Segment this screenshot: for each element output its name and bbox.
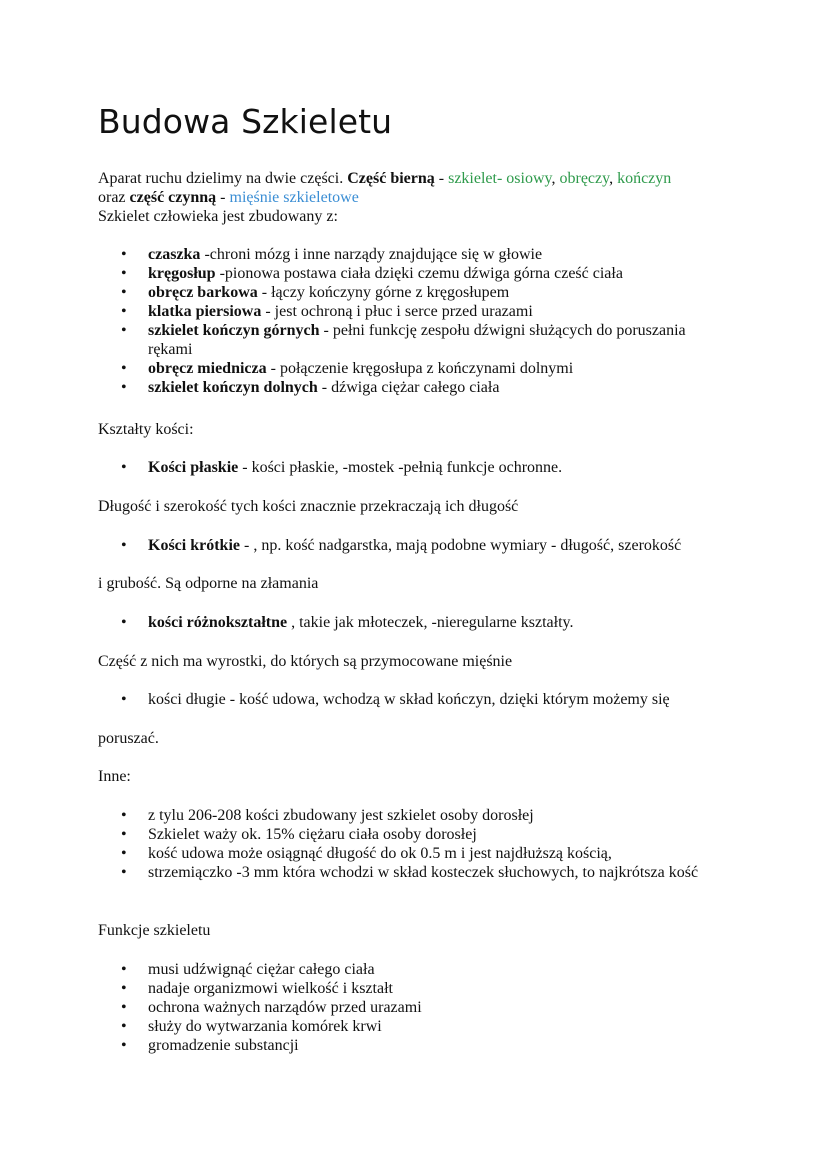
item-text: strzemiączko -3 mm która wchodzi w skład kosteczek słuchowych, to najkrótsza kość	[148, 864, 699, 881]
item-text: Szkielet waży ok. 15% ciężaru ciała osoby dorosłej	[148, 826, 477, 843]
item-term: obręcz barkowa	[148, 284, 258, 301]
item-desc: , takie jak młoteczek, -nieregularne kształty.	[287, 614, 574, 631]
comma: ,	[609, 170, 618, 187]
intro-dash: -	[216, 189, 230, 206]
item-text: służy do wytwarzania komórek krwi	[148, 1018, 382, 1035]
bullet-icon: •	[121, 691, 127, 708]
bullet-icon: •	[121, 303, 127, 320]
item-text	[148, 458, 562, 477]
term-dash: -	[496, 170, 507, 187]
item-text: -pionowa postawa ciała dzięki czemu dźwiga górna cześć ciała	[215, 265, 623, 282]
bullet-icon: •	[121, 845, 127, 862]
bullet-icon: •	[121, 1018, 127, 1035]
item-text-continued: rękami	[148, 341, 193, 358]
term-szkielet: szkielet	[448, 170, 497, 187]
bullet-icon: •	[121, 459, 127, 476]
bullet-icon: •	[121, 826, 127, 843]
term-obreczy: obręczy	[559, 170, 610, 187]
comma: ,	[551, 170, 560, 187]
other-list	[98, 806, 828, 882]
item-term: szkielet kończyn górnych	[148, 322, 320, 339]
list-item	[98, 863, 828, 882]
item-term: Kości płaskie	[148, 459, 239, 476]
shapes-heading: Kształty kości:	[98, 421, 194, 438]
item-text: ochrona ważnych narządów przed urazami	[148, 999, 422, 1016]
item-text: kości długie - kość udowa, wchodzą w skład kończyn, dzięki którym możemy się	[148, 691, 670, 708]
bullet-icon: •	[121, 537, 127, 554]
bullet-icon: •	[121, 246, 127, 263]
term-osiowy: osiowy	[506, 170, 552, 187]
item-text: kość udowa może osiągnąć długość do ok 0.5 m i jest najdłuższą kością,	[148, 845, 612, 862]
intro-line-3: Szkielet człowieka jest zbudowany z:	[98, 208, 338, 225]
bullet-icon: •	[121, 864, 127, 881]
intro-dash: -	[434, 170, 449, 187]
item-text: - jest ochroną i płuc i serce przed urazami	[261, 303, 533, 320]
item-text: - dźwiga ciężar całego ciała	[317, 379, 500, 396]
bullet-icon: •	[121, 961, 127, 978]
bullet-icon: •	[121, 999, 127, 1016]
item-desc: - , np. kość nadgarstka, mają podobne wymiary - długość, szerokość	[240, 537, 682, 554]
list-item	[98, 302, 828, 321]
long-bones-note: poruszać.	[98, 730, 159, 747]
list-item	[98, 960, 828, 979]
list-item	[98, 245, 828, 264]
item-term: czaszka	[148, 246, 201, 263]
bullet-icon: •	[121, 360, 127, 377]
list-item	[98, 359, 828, 378]
list-item	[98, 844, 828, 863]
list-item	[98, 979, 828, 998]
list-item	[98, 1017, 828, 1036]
bullet-icon: •	[121, 980, 127, 997]
short-bones-note: i grubość. Są odporne na złamania	[98, 575, 319, 592]
intro-paragraph	[98, 169, 738, 226]
item-term: kręgosłup	[148, 265, 216, 282]
item-text: nadaje organizmowi wielkość i kształt	[148, 980, 393, 997]
list-item	[98, 264, 828, 283]
item-term: obręcz miednicza	[148, 360, 267, 377]
item-text: z tylu 206-208 kości zbudowany jest szkielet osoby dorosłej	[148, 807, 534, 824]
item-term: szkielet kończyn dolnych	[148, 379, 318, 396]
active-part-label: część czynną	[129, 189, 217, 206]
intro-line-2	[98, 188, 738, 207]
list-item	[98, 378, 828, 397]
intro-oraz: oraz	[98, 189, 130, 206]
bullet-icon: •	[121, 322, 127, 339]
item-text: - połączenie kręgosłupa z kończynami dolnymi	[266, 360, 574, 377]
page-title: Budowa Szkieletu	[98, 102, 393, 141]
item-text	[148, 536, 681, 555]
list-item	[98, 806, 828, 825]
flat-bones-note: Długość i szerokość tych kości znacznie przekraczają ich długość	[98, 498, 519, 515]
item-text: gromadzenie substancji	[148, 1037, 299, 1054]
irregular-bones-note: Część z nich ma wyrostki, do których są przymocowane mięśnie	[98, 653, 513, 670]
item-term: Kości krótkie	[148, 537, 240, 554]
functions-list	[98, 960, 828, 1055]
list-item	[98, 998, 828, 1017]
item-desc: - kości płaskie, -mostek -pełnią funkcje ochronne.	[238, 459, 563, 476]
item-text: - łączy kończyny górne z kręgosłupem	[257, 284, 510, 301]
bullet-icon: •	[121, 284, 127, 301]
term-miesnie: mięśnie szkieletowe	[229, 189, 359, 206]
list-item	[98, 283, 828, 302]
term-konczyn: kończyn	[617, 170, 672, 187]
bullet-icon: •	[121, 614, 127, 631]
item-text	[148, 613, 574, 632]
skeleton-list	[98, 245, 828, 397]
item-text: musi udźwignąć ciężar całego ciała	[148, 961, 375, 978]
list-item	[98, 825, 828, 844]
list-item	[98, 321, 828, 359]
intro-line-1	[98, 169, 738, 188]
item-term: klatka piersiowa	[148, 303, 262, 320]
list-item	[98, 1036, 828, 1055]
bullet-icon: •	[121, 1037, 127, 1054]
bullet-icon: •	[121, 807, 127, 824]
other-heading: Inne:	[98, 768, 131, 785]
functions-heading: Funkcje szkieletu	[98, 922, 211, 939]
item-term: kości różnokształtne	[148, 614, 288, 631]
bullet-icon: •	[121, 379, 127, 396]
passive-part-label: Część bierną	[347, 170, 435, 187]
item-text: - pełni funkcję zespołu dźwigni służących do poruszania	[319, 322, 686, 339]
intro-text: Aparat ruchu dzielimy na dwie części.	[98, 170, 348, 187]
item-text: -chroni mózg i inne narządy znajdujące się w głowie	[200, 246, 543, 263]
bullet-icon: •	[121, 265, 127, 282]
